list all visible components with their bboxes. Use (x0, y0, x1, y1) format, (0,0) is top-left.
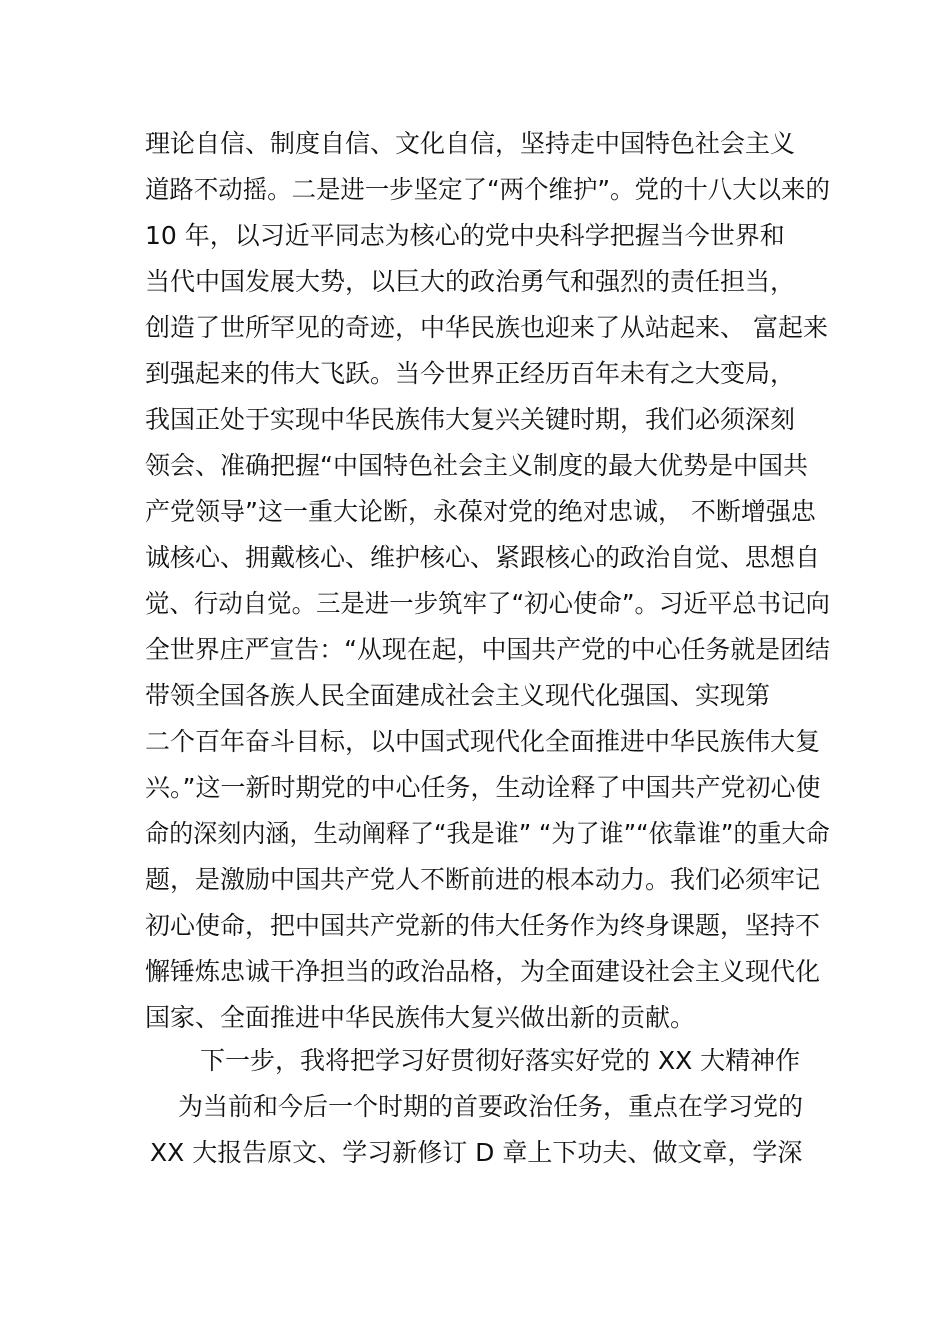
text-line: 懈锤炼忠诚干净担当的政治品格，为全面建设社会主义现代化 (145, 957, 821, 986)
text-line: 兴。”这一新时期党的中心任务，生动诠释了中国共产党初心使 (145, 773, 821, 802)
text-line: 命的深刻内涵，生动阐释了“我是谁” “为了谁”“依靠谁”的重大命 (145, 819, 830, 848)
text-line: 下一步，我将把学习好贯彻好落实好党的 XX 大精神作 (200, 1046, 801, 1075)
text-line: 诚核心、拥戴核心、维护核心、紧跟核心的政治自觉、思想自 (145, 543, 821, 572)
text-line: 10 年，以习近平同志为核心的党中央科学把握当今世界和 (145, 221, 785, 250)
text-line: 产党领导”这一重大论断，永葆对党的绝对忠诚， 不断增强忠 (145, 497, 816, 526)
text-line: 全世界庄严宣告：“从现在起，中国共产党的中心任务就是团结 (145, 635, 830, 664)
text-line: 到强起来的伟大飞跃。当今世界正经历百年未有之大变局， (145, 359, 796, 388)
text-line: 二个百年奋斗目标，以中国式现代化全面推进中华民族伟大复 (145, 727, 821, 756)
text-line: 为当前和今后一个时期的首要政治任务，重点在学习党的 (178, 1092, 804, 1121)
text-line: XX 大报告原文、学习新修订 D 章上下功夫、做文章，学深 (150, 1138, 803, 1167)
text-line: 领会、准确把握“中国特色社会主义制度的最大优势是中国共 (145, 451, 808, 480)
text-line: 道路不动摇。二是进一步坚定了“两个维护”。党的十八大以来的 (145, 175, 830, 204)
text-line: 创造了世所罕见的奇迹，中华民族也迎来了从站起来、 富起来 (145, 313, 828, 342)
text-line: 理论自信、制度自信、文化自信，坚持走中国特色社会主义 (145, 129, 796, 158)
text-line: 带领全国各族人民全面建成社会主义现代化强国、实现第 (145, 681, 771, 710)
text-line: 我国正处于实现中华民族伟大复兴关键时期，我们必须深刻 (145, 405, 796, 434)
text-line: 国家、全面推进中华民族伟大复兴做出新的贡献。 (145, 1003, 696, 1032)
text-line: 当代中国发展大势，以巨大的政治勇气和强烈的责任担当， (145, 267, 796, 296)
text-line: 题，是激励中国共产党人不断前进的根本动力。我们必须牢记 (145, 865, 821, 894)
text-line: 初心使命，把中国共产党新的伟大任务作为终身课题，坚持不 (145, 911, 821, 940)
text-line: 觉、行动自觉。三是进一步筑牢了“初心使命”。习近平总书记向 (145, 589, 830, 618)
